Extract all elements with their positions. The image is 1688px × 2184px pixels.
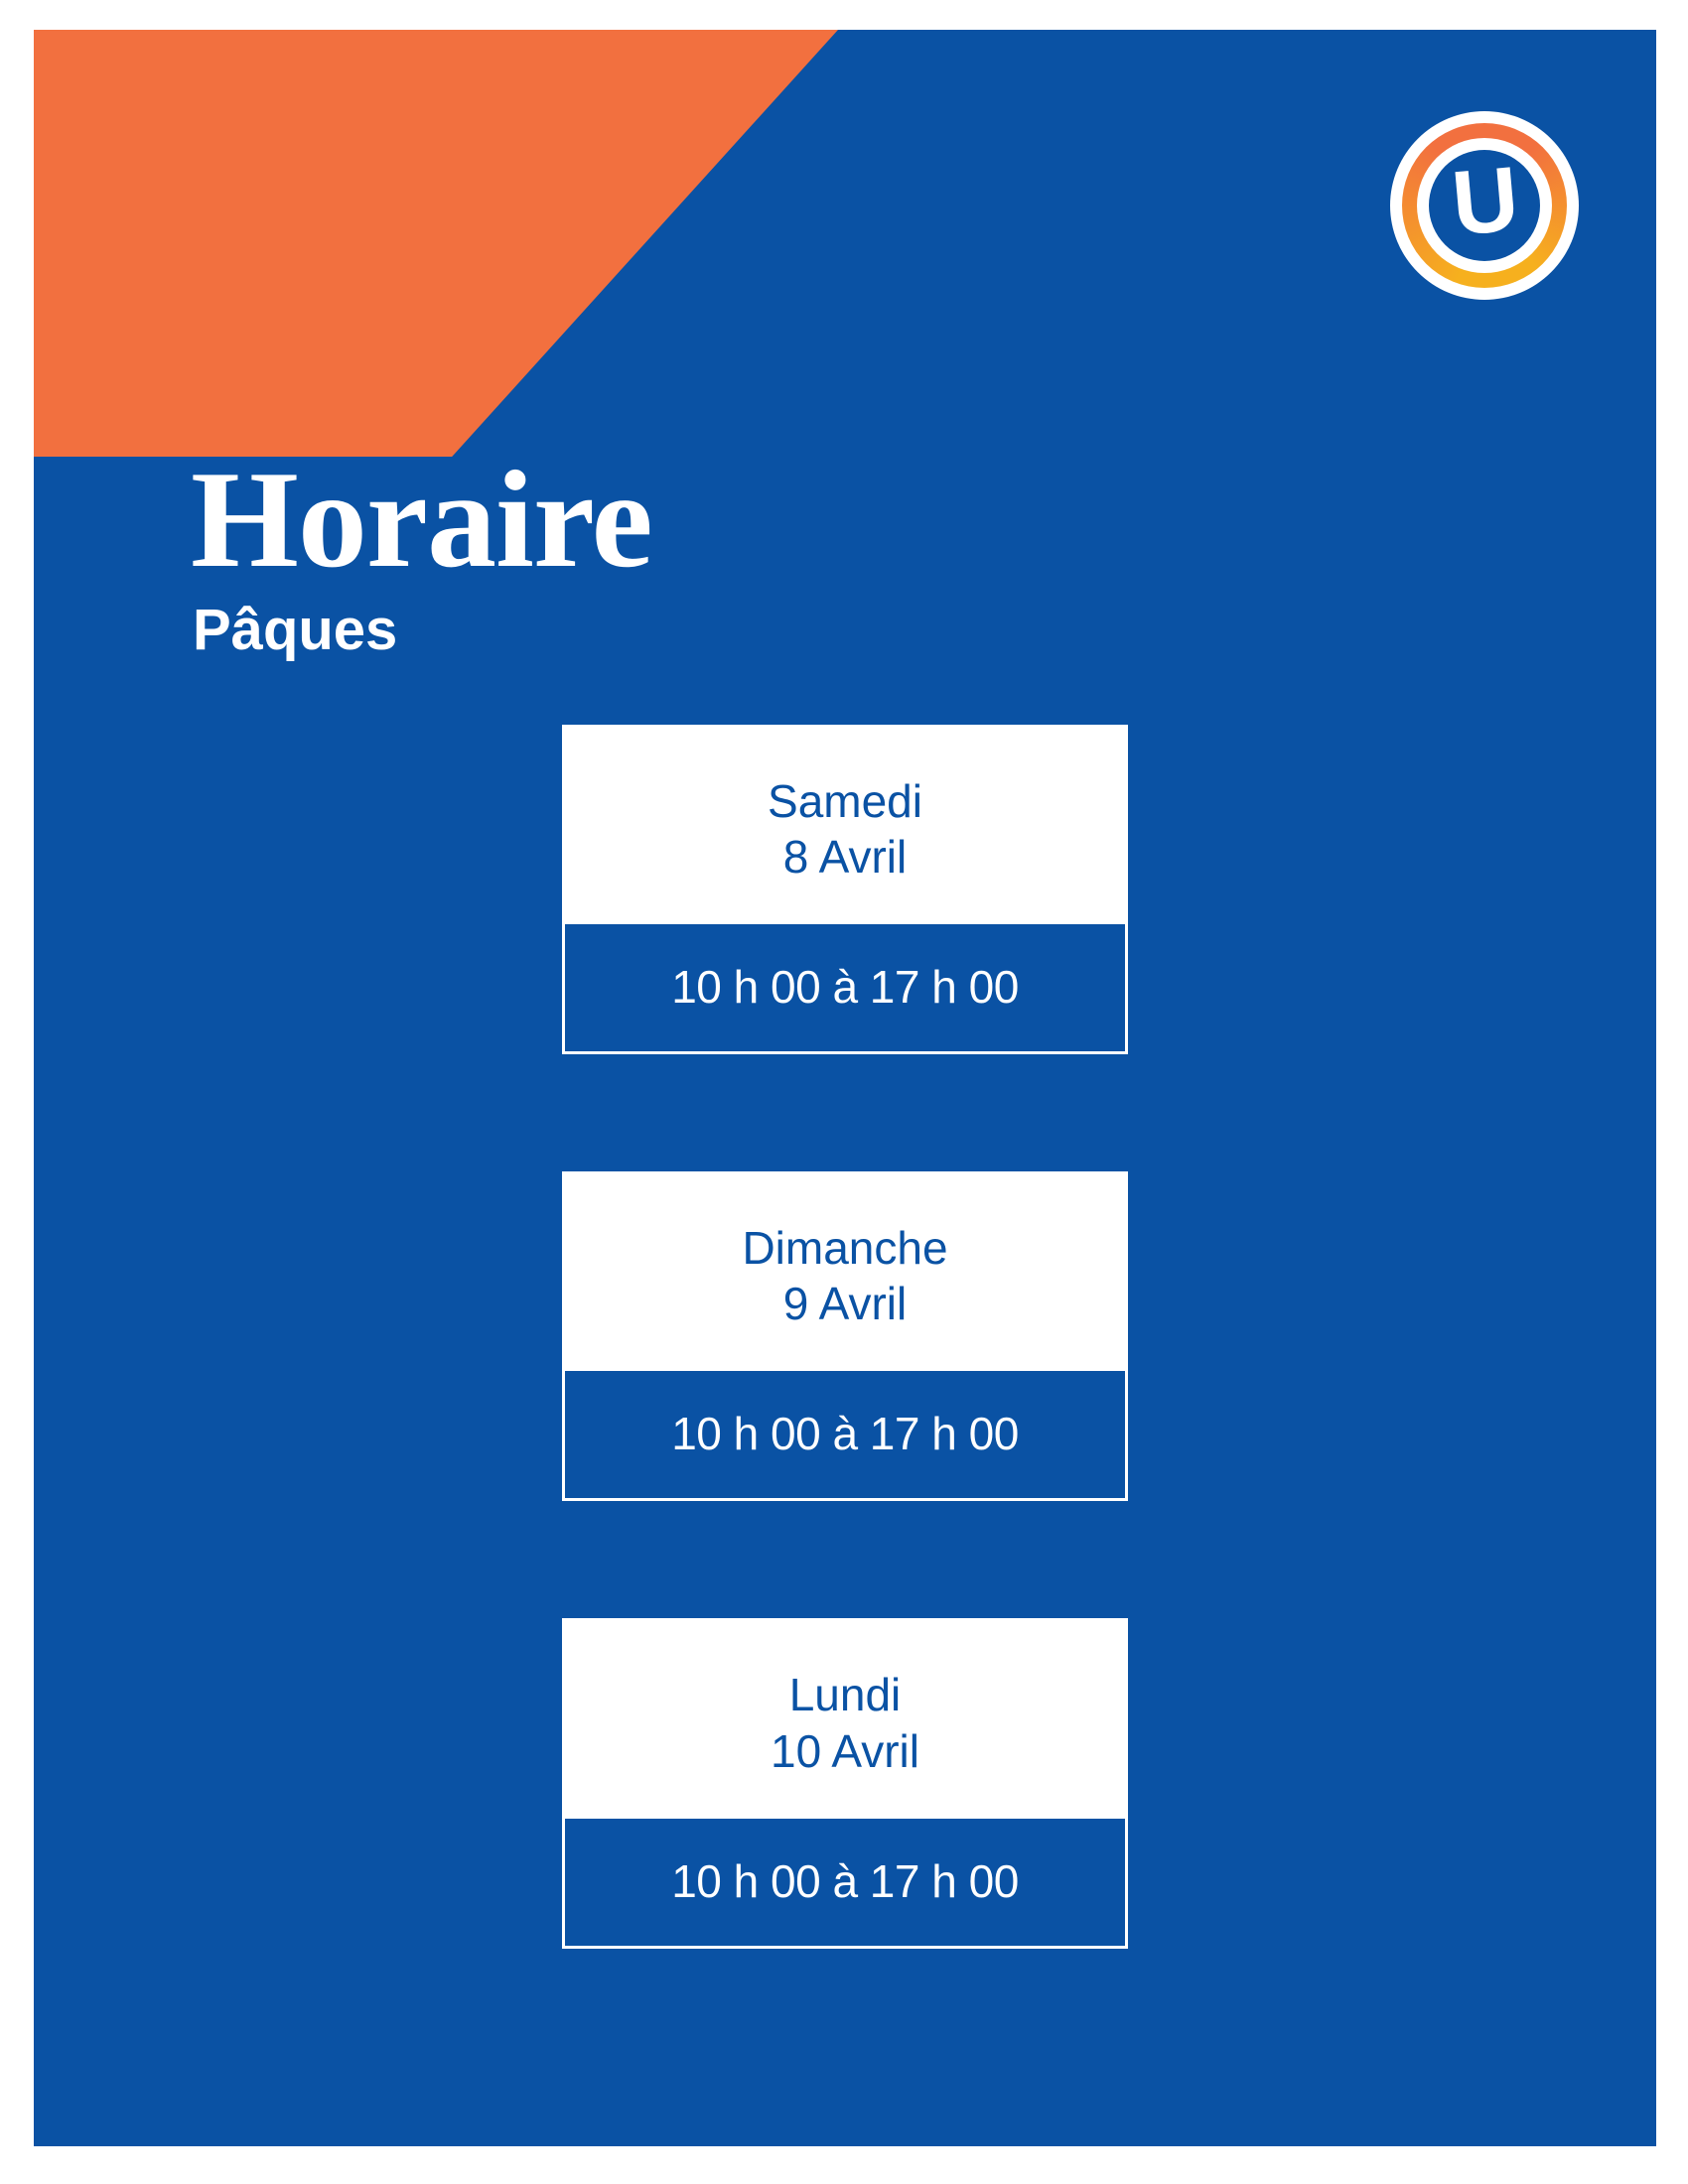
logo-disc	[1429, 150, 1540, 261]
schedule-card-header	[565, 1621, 1125, 1818]
schedule-hours: 10 h 00 à 17 h 00	[565, 924, 1125, 1051]
schedule-card	[562, 725, 1128, 1054]
schedule-hours: 10 h 00 à 17 h 00	[565, 1371, 1125, 1498]
schedule-card-header	[565, 1174, 1125, 1371]
poster-canvas	[34, 30, 1656, 2146]
schedule-card	[562, 1618, 1128, 1948]
brand-logo	[1390, 111, 1579, 300]
logo-ring-outer	[1402, 123, 1567, 288]
schedule-date: 9 Avril	[782, 1278, 908, 1330]
page-title: Horaire	[191, 442, 652, 597]
schedule-card-header	[565, 728, 1125, 924]
orange-corner-banner	[34, 30, 838, 457]
logo-ring-inner	[1417, 138, 1552, 273]
schedule-list	[34, 725, 1656, 1949]
schedule-date: 8 Avril	[782, 831, 908, 884]
schedule-card	[562, 1171, 1128, 1501]
page-subtitle: Pâques	[193, 598, 398, 663]
schedule-day: Dimanche	[742, 1222, 948, 1275]
logo-letter: U	[1448, 148, 1521, 255]
schedule-date: 10 Avril	[770, 1724, 920, 1777]
schedule-day: Samedi	[768, 775, 922, 827]
schedule-day: Lundi	[788, 1669, 902, 1721]
schedule-hours: 10 h 00 à 17 h 00	[565, 1819, 1125, 1946]
